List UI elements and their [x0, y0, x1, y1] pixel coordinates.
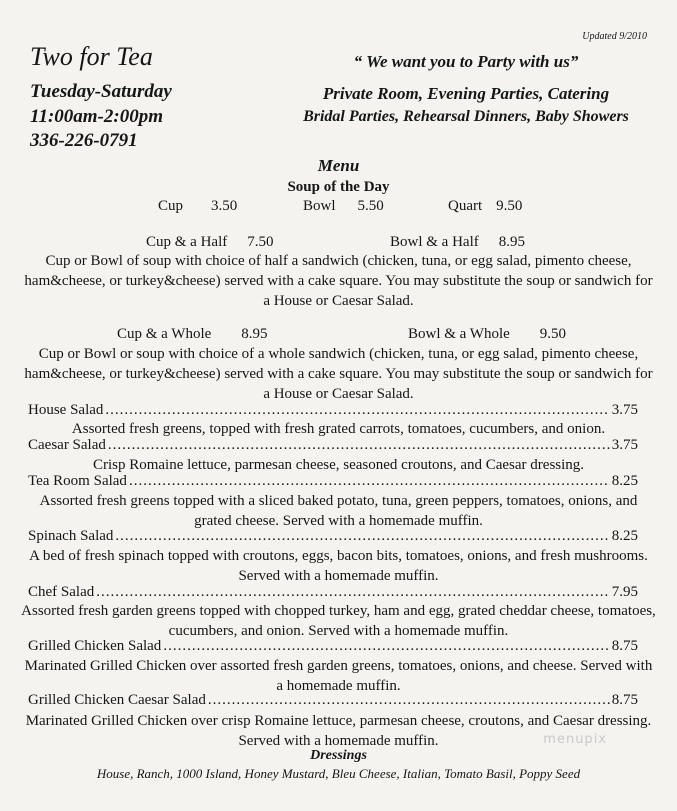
soup-bowl: Bowl 5.50	[303, 198, 384, 214]
soup-heading: Soup of the Day	[287, 179, 390, 195]
spinach-salad-description: A bed of fresh spinach topped with croutons, eggs, bacon bits, tomatoes, onions, and fresh mushrooms. Served with a homemade muffin.	[29, 548, 648, 584]
menu-item-grilled-chicken-salad: Grilled Chicken Salad ..... 8.75	[28, 638, 638, 655]
restaurant-phone: 336-226-0791	[30, 130, 138, 151]
watermark-logo: menupix	[543, 732, 607, 747]
menu-item-caesar-salad: Caesar Salad ..... 3.75	[28, 437, 638, 454]
caesar-salad-description: Crisp Romaine lettuce, parmesan cheese, seasoned croutons, and Caesar dressing.	[92, 457, 585, 473]
house-salad-description: Assorted fresh greens, topped with fresh grated carrots, tomatoes, cucumbers, and onion.	[71, 421, 606, 437]
soup-quart: Quart 9.50	[448, 198, 523, 214]
grilled-chicken-caesar-salad-description: Marinated Grilled Chicken over crisp Romaine lettuce, parmesan cheese, croutons, and Caesar dressing. Served with a homemade muffin.	[25, 713, 652, 749]
updated-date: Updated 9/2010	[582, 31, 647, 42]
tagline-quote: “ We want you to Party with us”	[353, 52, 579, 71]
menu-item-tea-room-salad: Tea Room Salad ..... 8.25	[28, 473, 638, 490]
bowl-and-whole: Bowl & a Whole 9.50	[408, 326, 567, 342]
restaurant-hours: 11:00am-2:00pm	[30, 106, 163, 127]
menu-item-grilled-chicken-caesar-salad: Grilled Chicken Caesar Salad ..... 8.75	[28, 692, 638, 709]
cup-and-half: Cup & a Half 7.50	[146, 234, 274, 250]
tea-room-salad-description: Assorted fresh greens topped with a sliced baked potato, tuna, green peppers, tomatoes, onions, and grated cheese. Served with a homemade muffin.	[39, 493, 638, 529]
dressings-heading: Dressings	[310, 748, 367, 763]
tagline-events: Bridal Parties, Rehearsal Dinners, Baby Showers	[303, 108, 629, 125]
grilled-chicken-salad-description: Marinated Grilled Chicken over assorted fresh garden greens, tomatoes, onions, and cheese. Served with a homemade muffin.	[24, 658, 653, 694]
menu-item-house-salad: House Salad ..... 3.75	[28, 402, 638, 419]
menu-item-chef-salad: Chef Salad ..... 7.95	[28, 584, 638, 601]
restaurant-days: Tuesday-Saturday	[30, 81, 172, 102]
chef-salad-description: Assorted fresh garden greens topped with chopped turkey, ham and egg, grated cheddar cheese, tomatoes, cucumbers, and onion. Served with a homemade muffin.	[21, 603, 656, 639]
combo-whole-description: Cup or Bowl or soup with choice of a whole sandwich (chicken, tuna, or egg salad, pimento cheese, ham&cheese, or turkey&cheese) served with a cake square. You may substitute the soup or sandwich for a House or Caesar Salad.	[24, 346, 653, 402]
dressings-list: House, Ranch, 1000 Island, Honey Mustard, Bleu Cheese, Italian, Tomato Basil, Poppy Seed	[96, 766, 581, 781]
bowl-and-half: Bowl & a Half 8.95	[390, 234, 525, 250]
menu-item-spinach-salad: Spinach Salad ..... 8.25	[28, 528, 638, 545]
menu-heading: Menu	[317, 156, 360, 175]
tagline-services: Private Room, Evening Parties, Catering	[322, 84, 610, 103]
cup-and-whole: Cup & a Whole 8.95	[117, 326, 268, 342]
combo-half-description: Cup or Bowl of soup with choice of half a sandwich (chicken, tuna, or egg salad, pimento cheese, ham&cheese, or turkey&cheese) served with a cake square. You may substitute the soup or sandwich for a House or Caesar Salad.	[24, 253, 653, 309]
restaurant-name: Two for Tea	[30, 42, 153, 71]
soup-cup: Cup 3.50	[158, 198, 238, 214]
